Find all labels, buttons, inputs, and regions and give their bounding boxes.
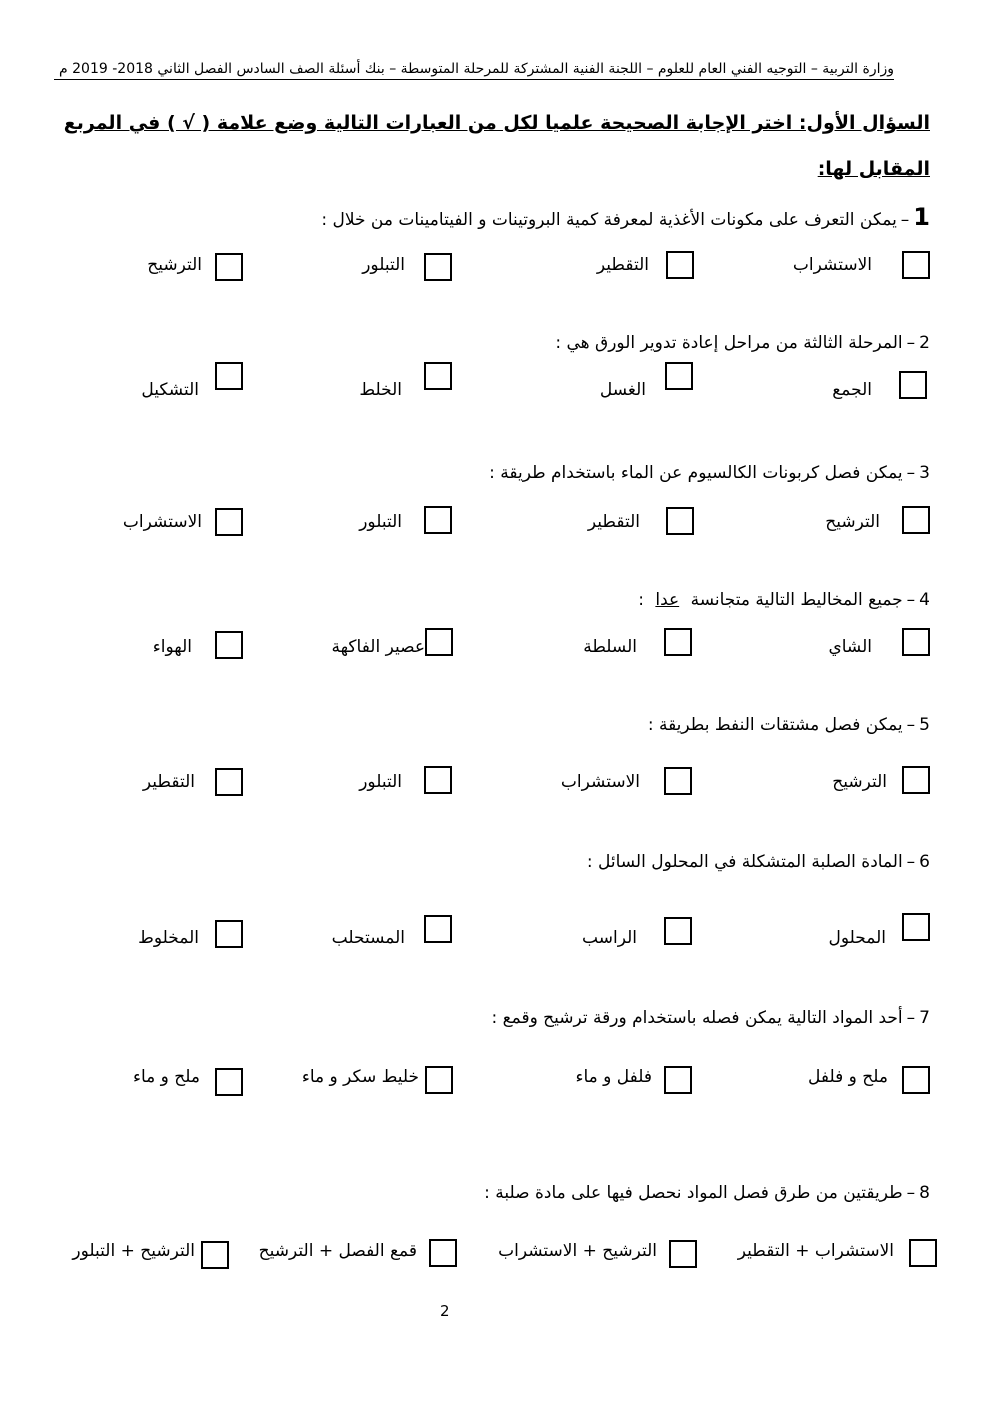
checkbox-q5-opt3[interactable]	[424, 766, 452, 794]
checkbox-q3-opt2[interactable]	[666, 507, 694, 535]
checkbox-q2-opt2[interactable]	[665, 362, 693, 390]
checkbox-q4-opt3[interactable]	[425, 628, 453, 656]
checkbox-q7-opt2[interactable]	[664, 1066, 692, 1094]
page-number: 2	[440, 1302, 450, 1320]
option-label: الاستشراب + التقطير	[737, 1241, 894, 1261]
option-label: الشاي	[828, 637, 872, 657]
option-label: الاستشراب	[560, 772, 640, 792]
option-label: التبلور	[359, 772, 402, 792]
option-label: التبلور	[362, 255, 405, 275]
checkbox-q8-opt1[interactable]	[909, 1239, 937, 1267]
checkbox-q6-opt3[interactable]	[424, 915, 452, 943]
checkbox-q8-opt2[interactable]	[669, 1240, 697, 1268]
checkbox-q4-opt4[interactable]	[215, 631, 243, 659]
question-text: طريقتين من طرق فصل المواد نحصل فيها على مادة صلبة :	[484, 1183, 903, 1203]
option-label: خليط سكر و ماء	[301, 1067, 419, 1087]
option-label: الجمع	[832, 380, 872, 400]
section-title: السؤال الأول: اختر الإجابة الصحيحة علميا لكل من العبارات التالية وضع علامة ( √ ) في المربع	[63, 112, 930, 134]
question-1: 1–يمكن التعرف على مكونات الأغذية لمعرفة كمية البروتينات و الفيتامينات من خلال :	[321, 203, 930, 231]
option-label: التبلور	[359, 512, 402, 532]
option-label: المخلوط	[138, 928, 199, 948]
option-label: التقطير	[142, 772, 195, 792]
checkbox-q4-opt1[interactable]	[902, 628, 930, 656]
question-text: يمكن فصل كربونات الكالسيوم عن الماء باستخدام طريقة :	[489, 463, 903, 483]
option-label: الترشيح	[147, 255, 202, 275]
option-label: ملح و ماء	[132, 1067, 200, 1087]
checkbox-q3-opt1[interactable]	[902, 506, 930, 534]
checkbox-q6-opt2[interactable]	[664, 917, 692, 945]
checkbox-q1-opt1[interactable]	[902, 251, 930, 279]
option-label: الترشيح + التبلور	[72, 1241, 195, 1261]
question-text: المرحلة الثالثة من مراحل إعادة تدوير الورق هي :	[555, 333, 903, 353]
option-label: الخلط	[359, 380, 402, 400]
checkbox-q2-opt3[interactable]	[424, 362, 452, 390]
checkbox-q2-opt1[interactable]	[899, 371, 927, 399]
checkbox-q7-opt3[interactable]	[425, 1066, 453, 1094]
checkbox-q7-opt4[interactable]	[215, 1068, 243, 1096]
option-label: فلفل و ماء	[575, 1067, 652, 1087]
question-text: يمكن التعرف على مكونات الأغذية لمعرفة كمية البروتينات و الفيتامينات من خلال :	[321, 210, 897, 230]
question-text: المادة الصلبة المتشكلة في المحلول السائل :	[586, 852, 903, 872]
checkbox-q5-opt1[interactable]	[902, 766, 930, 794]
question-text: أحد المواد التالية يمكن فصله باستخدام ورقة ترشيح وقمع :	[491, 1008, 903, 1028]
option-label: قمع الفصل + الترشيح	[258, 1241, 417, 1261]
option-label: التقطير	[596, 255, 649, 275]
page-header: وزارة التربية – التوجيه الفني العام للعلوم – اللجنة الفنية المشتركة للمرحلة المتوسطة – بنك أسئلة الصف السادس الفصل الثاني 2018- 2019 م	[54, 60, 894, 80]
option-label: المستحلب	[331, 928, 405, 948]
question-4: 4–جميع المخاليط التالية متجانسة عدا :	[638, 590, 930, 610]
checkbox-q3-opt4[interactable]	[215, 508, 243, 536]
underlined-word: عدا	[655, 590, 680, 610]
question-7: 7–أحد المواد التالية يمكن فصله باستخدام ورقة ترشيح وقمع :	[491, 1008, 930, 1028]
checkbox-q4-opt2[interactable]	[664, 628, 692, 656]
option-label: التقطير	[587, 512, 640, 532]
question-text: يمكن فصل مشتقات النفط بطريقة :	[647, 715, 903, 735]
checkbox-q6-opt4[interactable]	[215, 920, 243, 948]
checkbox-q1-opt4[interactable]	[215, 253, 243, 281]
option-label: الهواء	[152, 637, 192, 657]
checkbox-q7-opt1[interactable]	[902, 1066, 930, 1094]
option-label: الغسل	[599, 380, 646, 400]
option-label: ملح و فلفل	[808, 1067, 888, 1087]
question-6: 6–المادة الصلبة المتشكلة في المحلول السائل :	[586, 852, 930, 872]
checkbox-q6-opt1[interactable]	[902, 913, 930, 941]
option-label: الترشيح	[832, 772, 887, 792]
option-label: المحلول	[828, 928, 886, 948]
question-text: جميع المخاليط التالية متجانسة	[690, 590, 903, 610]
question-3: 3–يمكن فصل كربونات الكالسيوم عن الماء باستخدام طريقة :	[489, 463, 930, 483]
checkbox-q2-opt4[interactable]	[215, 362, 243, 390]
question-8: 8–طريقتين من طرق فصل المواد نحصل فيها على مادة صلبة :	[484, 1183, 930, 1203]
option-label: الاستشراب	[122, 512, 202, 532]
section-title-continued: المقابل لها:	[817, 158, 930, 180]
checkbox-q5-opt4[interactable]	[215, 768, 243, 796]
option-label: الترشيح + الاستشراب	[498, 1241, 657, 1261]
question-2: 2–المرحلة الثالثة من مراحل إعادة تدوير الورق هي :	[555, 333, 930, 353]
option-label: الترشيح	[825, 512, 880, 532]
checkbox-q1-opt2[interactable]	[666, 251, 694, 279]
question-5: 5–يمكن فصل مشتقات النفط بطريقة :	[647, 715, 930, 735]
checkbox-q1-opt3[interactable]	[424, 253, 452, 281]
option-label: الراسب	[582, 928, 637, 948]
option-label: السلطة	[583, 637, 637, 657]
question-number: 1	[913, 203, 930, 231]
option-label: الاستشراب	[792, 255, 872, 275]
checkbox-q3-opt3[interactable]	[424, 506, 452, 534]
option-label: التشكيل	[141, 380, 199, 400]
checkbox-q8-opt3[interactable]	[429, 1239, 457, 1267]
checkbox-q8-opt4[interactable]	[201, 1241, 229, 1269]
checkbox-q5-opt2[interactable]	[664, 767, 692, 795]
option-label: عصير الفاكهة	[331, 637, 425, 657]
